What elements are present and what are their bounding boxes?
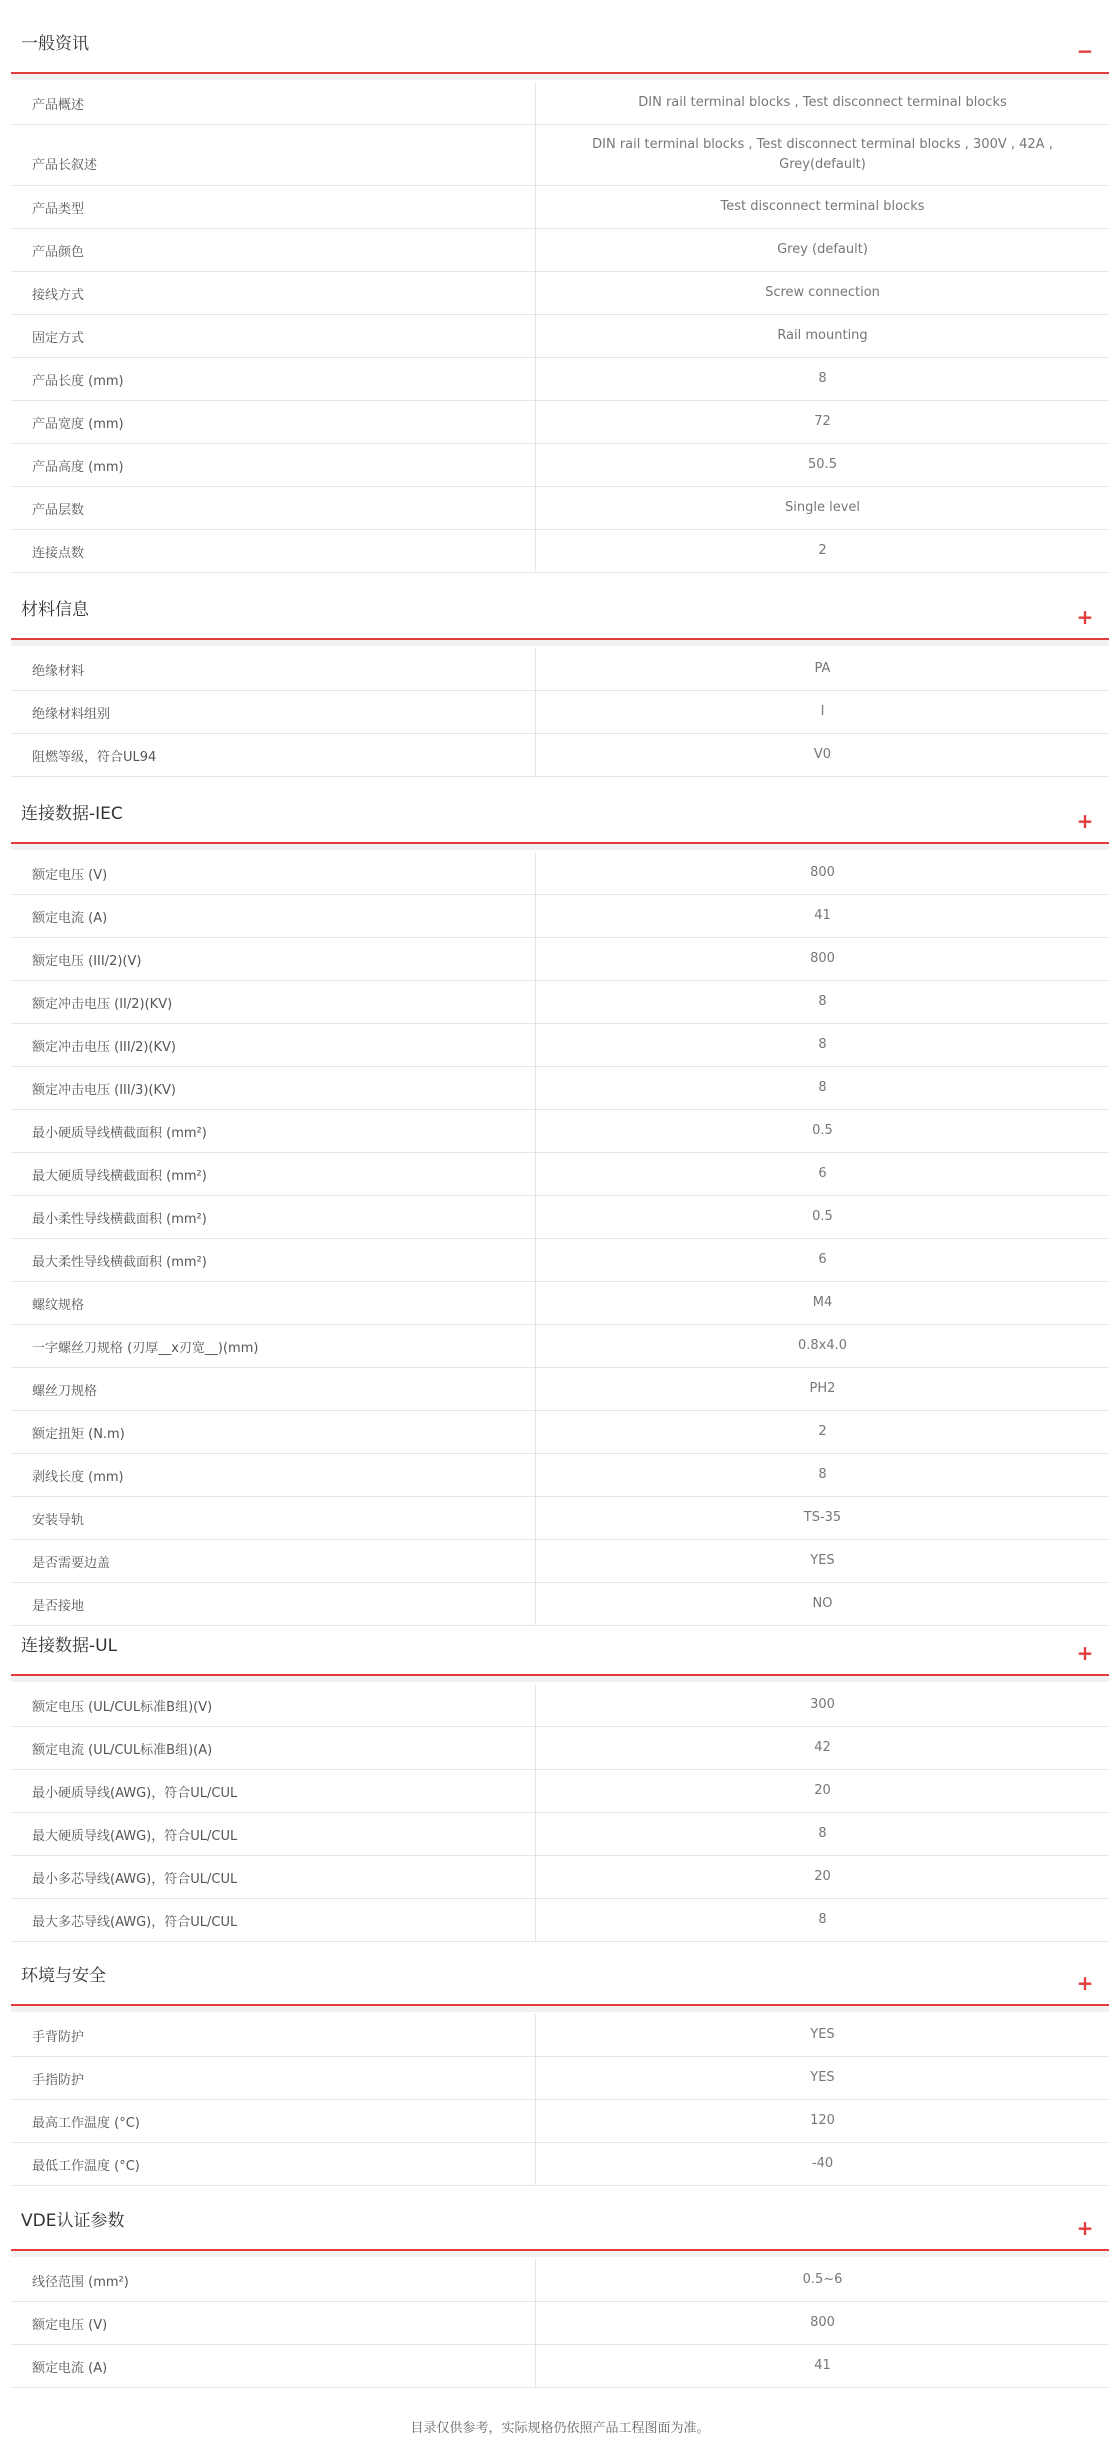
expand-icon[interactable]: + <box>1076 1641 1094 1665</box>
spec-label: 固定方式 <box>11 315 536 357</box>
spec-label: 额定电流 (A) <box>11 2345 536 2387</box>
general-info-section <box>11 30 1109 573</box>
spec-row <box>11 1067 1109 1110</box>
spec-row <box>11 1282 1109 1325</box>
spec-value: 8 <box>818 1912 827 1927</box>
spec-label: 产品颜色 <box>11 229 536 271</box>
spec-value: 8 <box>818 1826 827 1841</box>
spec-value: Test disconnect terminal blocks <box>720 199 925 214</box>
spec-label: 产品概述 <box>11 82 536 124</box>
spec-table <box>11 2259 1109 2388</box>
spec-value-cell <box>536 1411 1109 1453</box>
spec-value-cell <box>536 401 1109 443</box>
spec-label: 额定电压 (V) <box>11 852 536 894</box>
spec-value: YES <box>810 2027 835 2042</box>
spec-row <box>11 1770 1109 1813</box>
spec-value-cell <box>536 444 1109 486</box>
spec-label: 安装导轨 <box>11 1497 536 1539</box>
spec-value-cell <box>536 852 1109 894</box>
spec-value-cell <box>536 2057 1109 2099</box>
spec-value-cell <box>536 1856 1109 1898</box>
spec-row <box>11 734 1109 777</box>
spec-value: 41 <box>814 908 831 923</box>
spec-label: 绝缘材料 <box>11 648 536 690</box>
spec-row <box>11 530 1109 573</box>
spec-value-cell <box>536 2345 1109 2387</box>
spec-row <box>11 1325 1109 1368</box>
expand-icon[interactable]: + <box>1076 1971 1094 1995</box>
spec-label: 螺纹规格 <box>11 1282 536 1324</box>
spec-value-cell <box>536 2143 1109 2185</box>
spec-label: 额定电压 (UL/CUL标准B组)(V) <box>11 1684 536 1726</box>
spec-row <box>11 1899 1109 1942</box>
section-title: VDE认证参数 <box>21 2211 125 2231</box>
spec-value-cell <box>536 272 1109 314</box>
spec-row <box>11 2259 1109 2302</box>
spec-value-cell <box>536 229 1109 271</box>
spec-label: 连接点数 <box>11 530 536 572</box>
spec-value: 8 <box>818 371 827 386</box>
connection-iec-section <box>11 800 1109 1626</box>
spec-label: 最低工作温度 (°C) <box>11 2143 536 2185</box>
spec-value-cell <box>536 530 1109 572</box>
spec-label: 产品宽度 (mm) <box>11 401 536 443</box>
spec-label: 是否需要边盖 <box>11 1540 536 1582</box>
section-title: 连接数据-UL <box>21 1636 118 1656</box>
spec-value: DIN rail terminal blocks , Test disconnect terminal blocks <box>638 95 1007 110</box>
spec-row <box>11 229 1109 272</box>
material-info-section <box>11 596 1109 777</box>
spec-label: 产品长度 (mm) <box>11 358 536 400</box>
spec-value-cell <box>536 1899 1109 1941</box>
spec-label: 额定冲击电压 (III/2)(KV) <box>11 1024 536 1066</box>
spec-value: 20 <box>814 1869 831 1884</box>
spec-row <box>11 648 1109 691</box>
collapse-icon[interactable]: − <box>1076 39 1094 63</box>
spec-value-cell <box>536 938 1109 980</box>
spec-table <box>11 648 1109 777</box>
spec-value-cell <box>536 1325 1109 1367</box>
spec-value: 72 <box>814 414 831 429</box>
spec-value: 0.5 <box>812 1209 833 1224</box>
spec-value: 300 <box>810 1697 835 1712</box>
spec-value-cell <box>536 1110 1109 1152</box>
spec-value-cell <box>536 1684 1109 1726</box>
spec-label: 绝缘材料组别 <box>11 691 536 733</box>
spec-value: 20 <box>814 1783 831 1798</box>
spec-value-cell <box>536 648 1109 690</box>
spec-value-cell <box>536 1497 1109 1539</box>
spec-value: 6 <box>818 1252 827 1267</box>
spec-label: 最小硬质导线(AWG)，符合UL/CUL <box>11 1770 536 1812</box>
spec-label: 额定电压 (V) <box>11 2302 536 2344</box>
spec-value-cell <box>536 1067 1109 1109</box>
spec-value: 8 <box>818 1080 827 1095</box>
spec-value: Screw connection <box>765 285 880 300</box>
spec-row <box>11 358 1109 401</box>
spec-label: 最大柔性导线横截面积 (mm²) <box>11 1239 536 1281</box>
spec-row <box>11 1497 1109 1540</box>
spec-label: 额定冲击电压 (III/3)(KV) <box>11 1067 536 1109</box>
spec-label: 额定电压 (III/2)(V) <box>11 938 536 980</box>
spec-value-cell <box>536 125 1109 185</box>
catalog-disclaimer: 目录仅供参考，实际规格仍依照产品工程图面为准。 <box>410 2421 710 2436</box>
spec-label: 最高工作温度 (°C) <box>11 2100 536 2142</box>
spec-value: 6 <box>818 1166 827 1181</box>
section-title: 一般资讯 <box>21 34 89 54</box>
spec-row <box>11 1239 1109 1282</box>
spec-row <box>11 2143 1109 2186</box>
spec-label: 螺丝刀规格 <box>11 1368 536 1410</box>
expand-icon[interactable]: + <box>1076 2216 1094 2240</box>
spec-value-cell <box>536 358 1109 400</box>
spec-value-cell <box>536 1282 1109 1324</box>
spec-label: 一字螺丝刀规格 (刃厚__x刃宽__)(mm) <box>11 1325 536 1367</box>
spec-row <box>11 1368 1109 1411</box>
spec-label: 是否接地 <box>11 1583 536 1625</box>
spec-value-cell <box>536 1583 1109 1625</box>
spec-label: 最大硬质导线(AWG)，符合UL/CUL <box>11 1813 536 1855</box>
section-header[interactable] <box>11 596 1109 640</box>
section-title: 环境与安全 <box>21 1966 106 1986</box>
spec-value: 0.5~6 <box>802 2272 843 2287</box>
spec-label: 额定冲击电压 (II/2)(KV) <box>11 981 536 1023</box>
spec-value-cell <box>536 1454 1109 1496</box>
spec-value-cell <box>536 1239 1109 1281</box>
spec-value: 8 <box>818 1467 827 1482</box>
spec-row <box>11 487 1109 530</box>
connection-ul-section <box>11 1632 1109 1942</box>
spec-row <box>11 981 1109 1024</box>
spec-row <box>11 2057 1109 2100</box>
spec-value-cell <box>536 1813 1109 1855</box>
spec-value: I <box>820 704 825 719</box>
spec-row <box>11 1684 1109 1727</box>
spec-value-cell <box>536 1727 1109 1769</box>
spec-value-cell <box>536 2014 1109 2056</box>
spec-value-cell <box>536 895 1109 937</box>
spec-value: YES <box>810 1553 835 1568</box>
section-title: 连接数据-IEC <box>21 804 123 824</box>
spec-value: TS-35 <box>803 1510 842 1525</box>
spec-row <box>11 444 1109 487</box>
spec-value: 41 <box>814 2358 831 2373</box>
spec-label: 产品类型 <box>11 186 536 228</box>
spec-label: 产品高度 (mm) <box>11 444 536 486</box>
spec-label: 最大硬质导线横截面积 (mm²) <box>11 1153 536 1195</box>
spec-row <box>11 1411 1109 1454</box>
spec-row <box>11 401 1109 444</box>
spec-row <box>11 1153 1109 1196</box>
expand-icon[interactable]: + <box>1076 809 1094 833</box>
spec-row <box>11 1813 1109 1856</box>
spec-value: YES <box>810 2070 835 2085</box>
spec-value-cell <box>536 1196 1109 1238</box>
spec-value-cell <box>536 981 1109 1023</box>
spec-row <box>11 1110 1109 1153</box>
spec-value: Grey (default) <box>777 242 868 257</box>
spec-row <box>11 691 1109 734</box>
spec-table <box>11 1684 1109 1942</box>
spec-row <box>11 938 1109 981</box>
spec-value-cell <box>536 1540 1109 1582</box>
spec-value: -40 <box>811 2156 834 2171</box>
spec-table <box>11 2014 1109 2186</box>
spec-row <box>11 1196 1109 1239</box>
spec-value-cell <box>536 1024 1109 1066</box>
spec-value: 42 <box>814 1740 831 1755</box>
spec-value: 0.5 <box>812 1123 833 1138</box>
spec-row <box>11 272 1109 315</box>
spec-row <box>11 1540 1109 1583</box>
spec-value-cell <box>536 2259 1109 2301</box>
section-title: 材料信息 <box>21 600 89 620</box>
spec-label: 额定电流 (A) <box>11 895 536 937</box>
spec-label: 剥线长度 (mm) <box>11 1454 536 1496</box>
spec-row <box>11 315 1109 358</box>
section-header[interactable] <box>11 2207 1109 2251</box>
spec-label: 手指防护 <box>11 2057 536 2099</box>
spec-row <box>11 852 1109 895</box>
spec-value-cell <box>536 691 1109 733</box>
spec-value-cell <box>536 315 1109 357</box>
spec-row <box>11 1454 1109 1497</box>
spec-label: 手背防护 <box>11 2014 536 2056</box>
spec-row <box>11 2014 1109 2057</box>
spec-value-cell <box>536 1368 1109 1410</box>
spec-value: DIN rail terminal blocks , Test disconnect terminal blocks , 300V , 42A , Grey(default) <box>592 137 1053 172</box>
spec-value-cell <box>536 186 1109 228</box>
spec-value-cell <box>536 2302 1109 2344</box>
spec-label: 最小硬质导线横截面积 (mm²) <box>11 1110 536 1152</box>
spec-row <box>11 125 1109 186</box>
spec-row <box>11 1856 1109 1899</box>
spec-value: 800 <box>810 865 835 880</box>
spec-row <box>11 2302 1109 2345</box>
spec-value: 8 <box>818 1037 827 1052</box>
spec-value: Rail mounting <box>777 328 868 343</box>
vde-certification-section <box>11 2207 1109 2388</box>
expand-icon[interactable]: + <box>1076 605 1094 629</box>
spec-label: 最大多芯导线(AWG)，符合UL/CUL <box>11 1899 536 1941</box>
spec-row <box>11 1024 1109 1067</box>
spec-value-cell <box>536 487 1109 529</box>
spec-value-cell <box>536 1153 1109 1195</box>
spec-value: M4 <box>812 1295 833 1310</box>
spec-value: 8 <box>818 994 827 1009</box>
spec-value: 2 <box>818 1424 827 1439</box>
spec-label: 最小多芯导线(AWG)，符合UL/CUL <box>11 1856 536 1898</box>
spec-table <box>11 82 1109 573</box>
spec-value: 800 <box>810 951 835 966</box>
spec-row <box>11 2100 1109 2143</box>
spec-value: 120 <box>810 2113 835 2128</box>
spec-label: 额定电流 (UL/CUL标准B组)(A) <box>11 1727 536 1769</box>
spec-value: Single level <box>784 500 860 515</box>
spec-value-cell <box>536 2100 1109 2142</box>
section-header[interactable] <box>11 1632 1109 1676</box>
spec-label: 线径范围 (mm²) <box>11 2259 536 2301</box>
spec-value: 800 <box>810 2315 835 2330</box>
environment-safety-section <box>11 1962 1109 2186</box>
spec-value: PH2 <box>809 1381 836 1396</box>
spec-label: 接线方式 <box>11 272 536 314</box>
section-header[interactable] <box>11 30 1109 74</box>
spec-label: 产品长叙述 <box>11 125 536 185</box>
spec-row <box>11 82 1109 125</box>
spec-value: V0 <box>813 747 832 762</box>
spec-row <box>11 1583 1109 1626</box>
section-header[interactable] <box>11 1962 1109 2006</box>
spec-row <box>11 2345 1109 2388</box>
spec-value: PA <box>814 661 831 676</box>
spec-value: 0.8x4.0 <box>797 1338 848 1353</box>
spec-label: 产品层数 <box>11 487 536 529</box>
spec-row <box>11 895 1109 938</box>
spec-value-cell <box>536 734 1109 776</box>
spec-label: 额定扭矩 (N.m) <box>11 1411 536 1453</box>
spec-row <box>11 1727 1109 1770</box>
spec-label: 阻燃等级，符合UL94 <box>11 734 536 776</box>
spec-row <box>11 186 1109 229</box>
spec-value: 2 <box>818 543 827 558</box>
section-header[interactable] <box>11 800 1109 844</box>
spec-value-cell <box>536 82 1109 124</box>
spec-value: NO <box>812 1596 833 1611</box>
spec-value: 50.5 <box>808 457 837 472</box>
spec-table <box>11 852 1109 1626</box>
spec-value-cell <box>536 1770 1109 1812</box>
spec-label: 最小柔性导线横截面积 (mm²) <box>11 1196 536 1238</box>
